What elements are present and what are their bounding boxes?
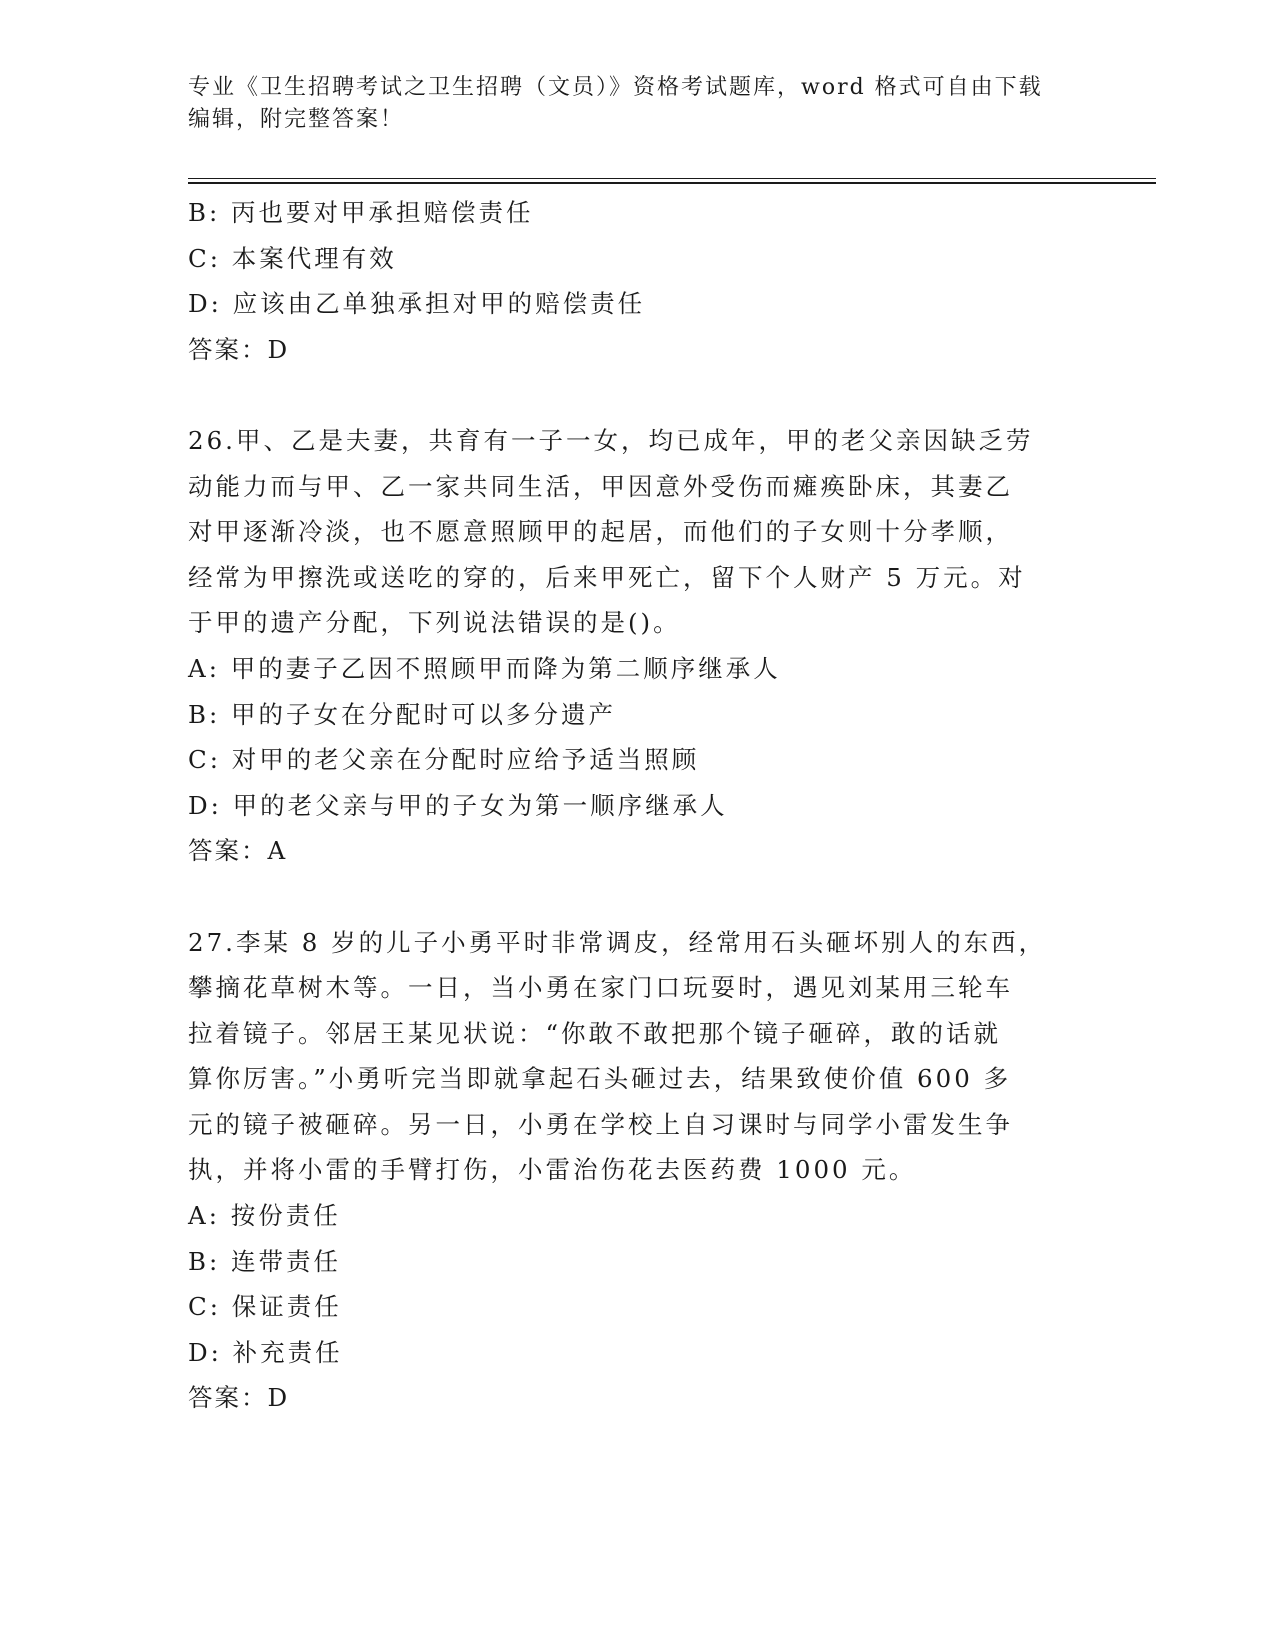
q26-stem-line: 于甲的遗产分配，下列说法错误的是()。 <box>188 608 681 638</box>
q26-stem-line: 经常为甲擦洗或送吃的穿的，后来甲死亡，留下个人财产 5 万元。对 <box>188 562 1026 592</box>
q25-answer: 答案：D <box>188 334 290 364</box>
q26-stem-line: 对甲逐渐冷淡，也不愿意照顾甲的起居，而他们的子女则十分孝顺， <box>188 517 1013 547</box>
q27-option-d: D: 补充责任 <box>188 1337 343 1367</box>
header-title-line-2: 编辑，附完整答案！ <box>188 107 405 132</box>
header-divider-thick <box>188 182 1156 184</box>
q26-option-a: A: 甲的妻子乙因不照顾甲而降为第二顺序继承人 <box>188 653 781 683</box>
q26-option-d: D: 甲的老父亲与甲的子女为第一顺序继承人 <box>188 790 728 820</box>
q26-option-b: B: 甲的子女在分配时可以多分遗产 <box>188 699 617 729</box>
q26-answer: 答案：A <box>188 836 288 866</box>
q27-answer: 答案：D <box>188 1383 290 1413</box>
q25-option-b: B: 丙也要对甲承担赔偿责任 <box>188 198 534 227</box>
q27-option-b: B: 连带责任 <box>188 1246 342 1276</box>
header-divider-thin <box>188 178 1156 179</box>
q27-option-a: A: 按份责任 <box>188 1201 341 1231</box>
spacer <box>188 372 1088 418</box>
q26-stem-line: 动能力而与甲、乙一家共同生活，甲因意外受伤而瘫痪卧床，其妻乙 <box>188 471 1013 501</box>
q27-stem-line: 算你厉害。”小勇听完当即就拿起石头砸过去，结果致使价值 600 多 <box>188 1064 1012 1094</box>
q26-stem-line: 26.甲、乙是夫妻，共育有一子一女，均已成年，甲的老父亲因缺乏劳 <box>188 425 1034 455</box>
question-content <box>188 190 1088 1421</box>
header-title-line-1: 专业《卫生招聘考试之卫生招聘（文员）》资格考试题库，word 格式可自由下载 <box>188 75 1043 100</box>
q27-stem-line: 执，并将小雷的手臂打伤，小雷治伤花去医药费 1000 元。 <box>188 1155 917 1185</box>
q27-stem-line: 元的镜子被砸碎。另一日，小勇在学校上自习课时与同学小雷发生争 <box>188 1109 1013 1139</box>
q27-option-c: C: 保证责任 <box>188 1292 342 1322</box>
q25-option-c: C: 本案代理有效 <box>188 243 397 273</box>
document-header <box>188 72 1088 136</box>
q27-stem-line: 拉着镜子。邻居王某见状说：“你敢不敢把那个镜子砸碎，敢的话就 <box>188 1018 1002 1048</box>
q27-stem-line: 攀摘花草树木等。一日，当小勇在家门口玩耍时，遇见刘某用三轮车 <box>188 973 1013 1003</box>
q26-option-c: C: 对甲的老父亲在分配时应给予适当照顾 <box>188 745 700 775</box>
spacer <box>188 874 1088 920</box>
q25-option-d: D: 应该由乙单独承担对甲的赔偿责任 <box>188 289 646 319</box>
q27-stem-line: 27.李某 8 岁的儿子小勇平时非常调皮，经常用石头砸坏别人的东西， <box>188 927 1047 957</box>
